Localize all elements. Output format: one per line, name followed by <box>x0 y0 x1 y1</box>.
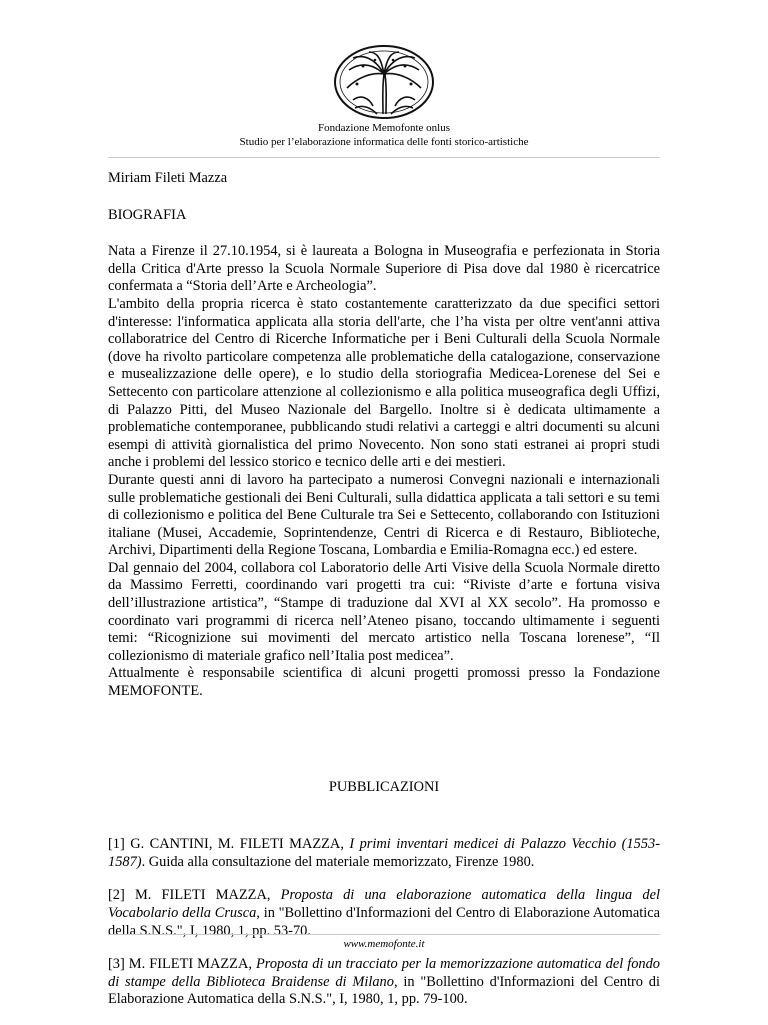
author-surname: ANTINI <box>159 836 209 853</box>
author-initial: G. C <box>130 836 160 853</box>
author-initial: M. F <box>134 887 170 904</box>
author-separator: , <box>248 956 256 973</box>
biography-paragraph: L'ambito della propria ricerca è stato costantemente caratterizzato da due specifici settori d'interesse: l'informatica applicata alla storia dell'arte, che l’ha vista per oltre vent'anni attiva collaboratrice del Centro di Ricerche Informatiche per i Beni Culturali della Scuola Normale (dove ha rivolto particolare competenza alle problematiche della catalogazione, conservazione e musealizzazione delle opere), e lo studio della storiografia Medicea-Lorenese del Sei e Settecento con particolare attenzione al collezionismo e alla politica museografica degli Uffizi, di Palazzo Pitti, del Museo Nazionale del Bargello. Inoltre si è dedicata ultimamente a problematiche contemporanee, pubblicando studi relativi a carteggi e altri documenti su alcuni esempi di attività giornalistica del primo Novecento. Non sono stati estranei ai propri studi anche i problemi del lessico storico e tecnico delle arti e dei mestieri. <box>108 295 660 471</box>
header-subtitle: Studio per l’elaborazione informatica delle fonti storico-artistiche <box>239 136 529 148</box>
author-surname-initial: M <box>193 956 210 973</box>
publications-heading: PUBBLICAZIONI <box>328 778 440 795</box>
author-separator: , <box>340 836 350 853</box>
publication-title: Proposta di una elaborazione automatica della lingua del Vocabolario della Crusca <box>108 887 660 921</box>
author-surname: ILETI <box>157 956 194 973</box>
author-surname: AZZA <box>301 836 341 853</box>
header-divider <box>108 157 660 158</box>
author-name: Miriam Fileti Mazza <box>108 170 228 186</box>
publication-number: [3] <box>108 956 129 973</box>
author-surname: AZZA <box>228 887 267 904</box>
publication-details: , in "Bollettino d'Informazioni del Centro di Elaborazione Automatica della S.N.S.", I, 1980, 1, pp. 53-70. <box>108 905 660 939</box>
publication-title: Proposta di un tracciato per la memorizzazione automatica del fondo di stampe della Biblioteca Braidense di Milano <box>108 956 660 990</box>
author-initial: M. F <box>128 956 158 973</box>
publication-entry <box>108 836 660 871</box>
biography-paragraph: Durante questi anni di lavoro ha partecipato a numerosi Convegni nazionali e internazionali sulle problematiche gestionali dei Beni Culturali, sulla didattica applicata a tali settori e su temi di collezionismo e politica del Bene Culturale tra Sei e Settecento, collaborando con Istituzioni italiane (Musei, Accademie, Soprintendenze, Centri di Ricerca e di Restauro, Biblioteche, Archivi, Dipartimenti della Regione Toscana, Lombardia e Emilia-Romagna ecc.) ed estere. <box>108 471 660 559</box>
biography-paragraph: Nata a Firenze il 27.10.1954, si è laureata a Bologna in Museografia e perfezionata in Storia della Critica d'Arte presso la Scuola Normale Superiore di Pisa dove dal 1980 è ricercatrice confermata a “Storia dell’Arte e Archeologia”. <box>108 243 660 295</box>
publication-details: , in "Bollettino d'Informazioni del Centro di Elaborazione Automatica della S.N.S.", I, 1980, 1, pp. 79-100. <box>108 973 660 1008</box>
publication-entry <box>108 887 660 940</box>
biography-paragraph: Dal gennaio del 2004, collabora col Laboratorio delle Arti Visive della Scuola Normale diretto da Massimo Ferretti, coordinando vari progetti tra cui: “Riviste d’arte e fortuna visiva dell’illustrazione artistica”, “Stampe di traduzione dal XVI al XX secolo”. Ha promosso e coordinato vari programmi di ricerca nell’Ateneo pisano, toccando ultimamente i seguenti temi: “Ricognizione sui movimenti del mercato artistico nella Toscana lorenese”, “Il collezionismo di materiale grafico nell’Italia post medicea”. <box>108 559 660 664</box>
document-body <box>108 170 660 1025</box>
author-surname: ILETI <box>169 887 206 904</box>
publication-title: I primi inventari medicei di Palazzo Vecchio (1553-1587) <box>108 836 660 870</box>
footer-website-link[interactable]: www.memofonte.it <box>343 938 425 950</box>
biography-heading: BIOGRAFIA <box>108 206 187 223</box>
author-surname-initial: M <box>283 836 302 853</box>
author-initial: M. F <box>217 836 248 853</box>
publication-number: [2] <box>108 887 135 904</box>
biography-paragraph: Attualmente è responsabile scientifica di alcuni progetti promossi presso la Fondazione MEMOFONTE. <box>108 665 660 700</box>
header-organization: Fondazione Memofonte onlus <box>318 122 450 134</box>
author-separator: , <box>266 887 281 904</box>
author-surname: ILETI <box>247 836 284 853</box>
author-separator: , <box>208 836 218 853</box>
publication-number: [1] <box>108 836 131 853</box>
footer-divider <box>108 934 660 935</box>
publication-entry <box>108 956 660 1009</box>
memofonte-logo-icon <box>333 44 435 120</box>
publication-details: . Guida alla consultazione del materiale memorizzato, Firenze 1980. <box>141 853 535 870</box>
author-surname-initial: M <box>205 887 229 904</box>
author-surname: AZZA <box>209 956 249 973</box>
